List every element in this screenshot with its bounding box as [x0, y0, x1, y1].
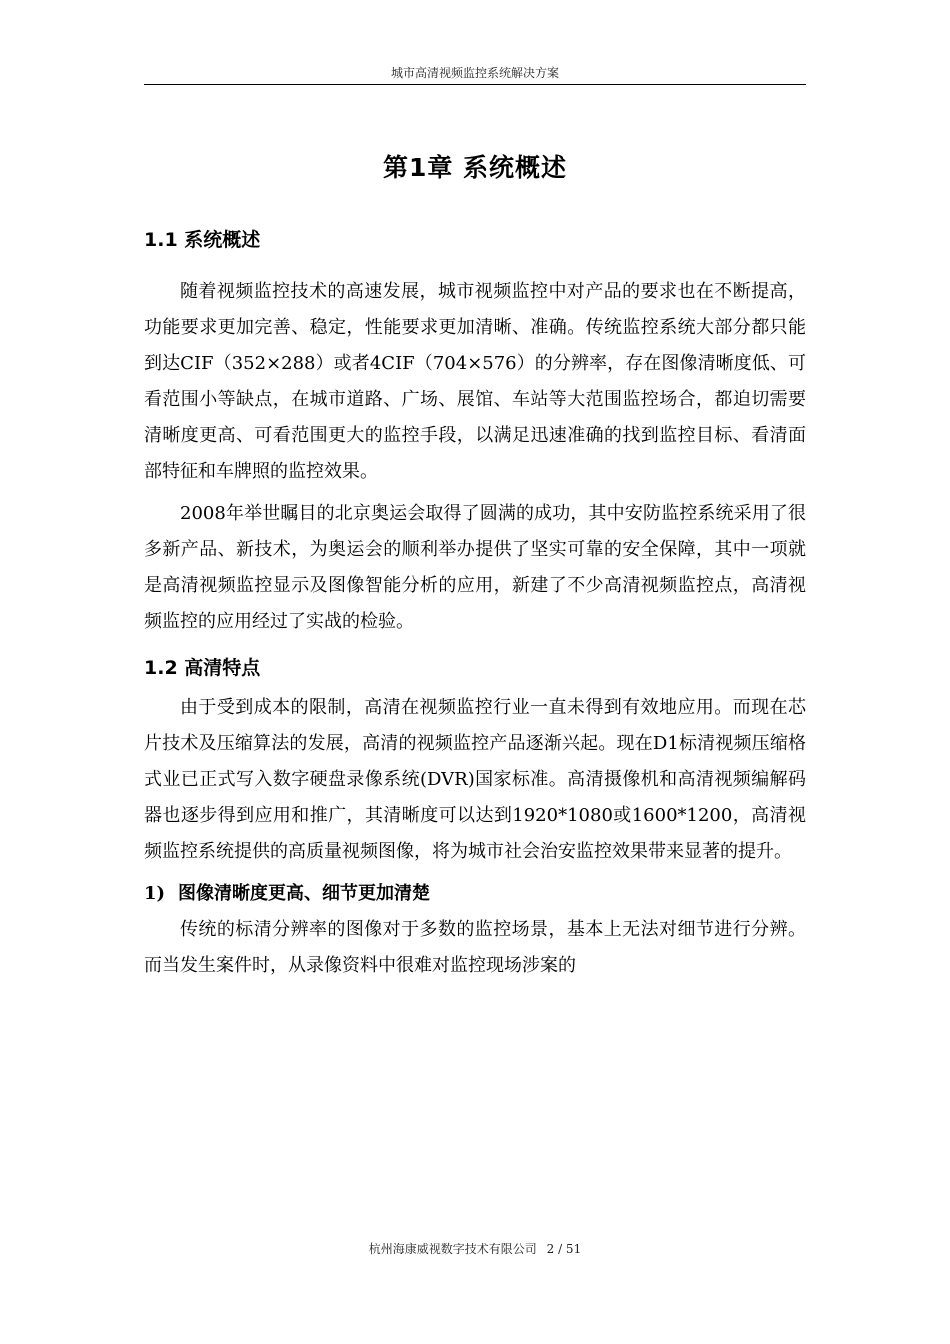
page-header — [144, 64, 806, 85]
list-item-title: 图像清晰度更高、细节更加清楚 — [178, 883, 430, 904]
section-heading-1-2: 1.2 高清特点 — [144, 657, 261, 679]
footer-company: 杭州海康威视数字技术有限公司 — [368, 1242, 537, 1256]
document-body — [144, 140, 806, 990]
section-heading-1-1: 1.1 系统概述 — [144, 229, 261, 251]
list-item-heading — [144, 876, 806, 912]
paragraph: 2008年举世瞩目的北京奥运会取得了圆满的成功，其中安防监控系统采用了很多新产品、新技术，为奥运会的顺利举办提供了坚实可靠的安全保障，其中一项就是高清视频监控显示及图像智能分析的应用，新建了不少高清视频监控点，高清视频监控的应用经过了实战的检验。 — [144, 503, 806, 632]
paragraph: 由于受到成本的限制，高清在视频监控行业一直未得到有效地应用。而现在芯片技术及压缩算法的发展，高清的视频监控产品逐渐兴起。现在D1标清视频压缩格式业已正式写入数字硬盘录像系统(DVR)国家标准。高清摄像机和高清视频编解码器也逐步得到应用和推广，其清晰度可以达到1920*1080或1600*1200，高清视频监控系统提供的高质量视频图像，将为城市社会治安监控效果带来显著的提升。 — [144, 697, 806, 862]
header-title: 城市高清视频监控系统解决方案 — [390, 66, 559, 80]
list-item-number: 1) — [144, 883, 166, 904]
paragraph: 传统的标清分辨率的图像对于多数的监控场景，基本上无法对细节进行分辨。而当发生案件时，从录像资料中很难对监控现场涉案的 — [144, 919, 806, 976]
page-footer — [144, 1240, 806, 1258]
paragraph: 随着视频监控技术的高速发展，城市视频监控中对产品的要求也在不断提高，功能要求更加完善、稳定，性能要求更加清晰、准确。传统监控系统大部分都只能到达CIF（352×288）或者4CIF（704×576）的分辨率，存在图像清晰度低、可看范围小等缺点，在城市道路、广场、展馆、车站等大范围监控场合，都迫切需要清晰度更高、可看范围更大的监控手段，以满足迅速准确的找到监控目标、看清面部特征和车牌照的监控效果。 — [144, 281, 806, 482]
page-number: 2 / 51 — [546, 1242, 582, 1256]
chapter-title: 第1章 系统概述 — [382, 153, 568, 182]
